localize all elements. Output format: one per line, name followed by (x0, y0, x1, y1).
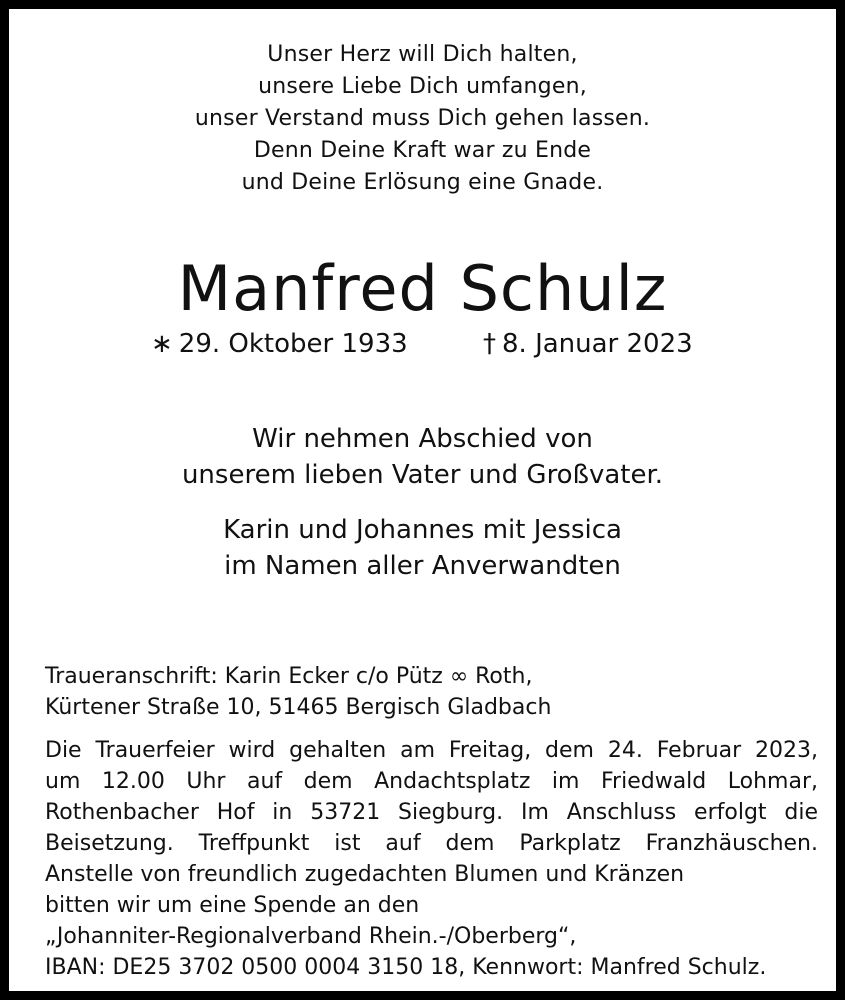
poem-line: unsere Liebe Dich umfangen, (258, 74, 587, 99)
ceremony-line: um 12.00 Uhr auf dem Andachtsplatz im Friedwald Lohmar, (45, 769, 818, 794)
address-line: Traueranschrift: Karin Ecker c/o Pütz ∞ Roth, (45, 664, 533, 689)
poem-line: und Deine Erlösung eine Gnade. (241, 170, 604, 195)
birth-star-icon: ∗ (151, 329, 173, 359)
ceremony-line: Die Trauerfeier wird gehalten am Freitag, dem 24. Februar 2023, (45, 738, 818, 763)
deceased-name: Manfred Schulz (177, 252, 668, 325)
death-date: 8. Januar 2023 (502, 329, 693, 359)
ceremony-line: Beisetzung. Treffpunkt ist auf dem Parkplatz Franzhäuschen. (45, 831, 818, 856)
farewell-line: Wir nehmen Abschied von (252, 424, 593, 454)
poem-line: unser Verstand muss Dich gehen lassen. (194, 106, 651, 131)
farewell-text (9, 421, 836, 493)
poem-line: Unser Herz will Dich halten, (267, 42, 578, 67)
ceremony-line: IBAN: DE25 3702 0500 0004 3150 18, Kennwort: Manfred Schulz. (45, 955, 767, 980)
ceremony-line: Anstelle von freundlich zugedachten Blumen und Kränzen (45, 862, 685, 887)
birth-date-line (151, 324, 408, 364)
ceremony-line: „Johanniter-Regionalverband Rhein.-/Oberberg“, (45, 924, 577, 949)
signers-line: im Namen aller Anverwandten (224, 551, 621, 581)
mourning-address (45, 661, 818, 723)
signers (9, 512, 836, 584)
death-date-line (483, 324, 693, 364)
ceremony-line: bitten wir um eine Spende an den (45, 893, 420, 918)
ceremony-details (45, 735, 818, 983)
poem (9, 39, 836, 199)
birth-date: 29. Oktober 1933 (178, 329, 408, 359)
ceremony-line: Rothenbacher Hof in 53721 Siegburg. Im Anschluss erfolgt die (45, 800, 818, 825)
poem-line: Denn Deine Kraft war zu Ende (253, 138, 592, 163)
farewell-line: unserem lieben Vater und Großvater. (181, 460, 664, 490)
address-line: Kürtener Straße 10, 51465 Bergisch Gladbach (45, 695, 552, 720)
death-cross-icon: † (483, 329, 496, 359)
signers-line: Karin und Johannes mit Jessica (223, 515, 622, 545)
